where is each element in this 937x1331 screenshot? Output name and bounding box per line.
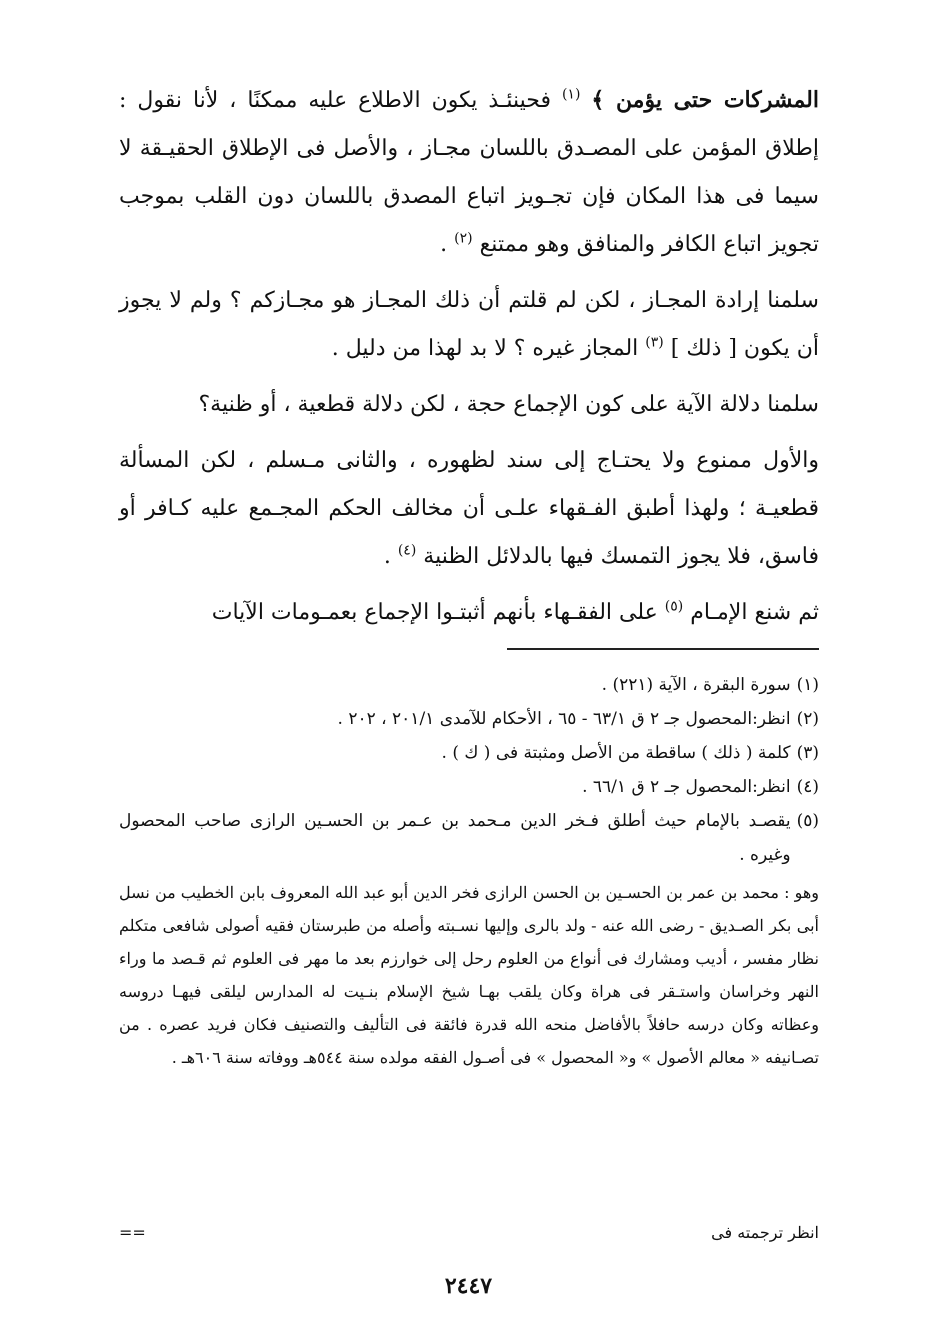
footnote-ref-5: (٥) — [664, 598, 684, 615]
footnote-number: (٢) — [796, 709, 819, 729]
footnote-1 — [119, 668, 819, 702]
footnote-text: انظر:المحصول جـ ٢ ق ٦٦/١ . — [582, 777, 791, 797]
continuation-mark: == — [119, 1223, 146, 1242]
paragraph-2-text-a: سلمنا إرادة المجـاز ، لكن لم قلتم أن ذلك المجـاز هو مجـازكم ؟ ولم لا يجوز أن يكون [ ذلك ] — [119, 288, 819, 361]
paragraph-2-text-b: المجاز غيره ؟ لا بد لهذا من دليل . — [331, 336, 646, 361]
paragraph-4-text-b: . — [383, 544, 398, 569]
page-number: ٢٤٤٧ — [444, 1273, 493, 1299]
footnote-4 — [119, 770, 819, 804]
footnote-text: سورة البقرة ، الآية (٢٢١) . — [601, 675, 791, 695]
paragraph-5-text-b: على الفقـهاء بأنهم أثبتـوا الإجماع بعمـومات الآيات — [211, 600, 665, 625]
see-also-text: انظر ترجمته فى — [711, 1223, 819, 1242]
footnote-3 — [119, 736, 819, 770]
main-text-block — [119, 76, 819, 645]
paragraph-5-text-a: ثم شنع الإمـام — [683, 600, 819, 625]
paragraph-4-text-a: والأول ممنوع ولا يحتـاج إلى سند لظهوره ، والثانى مـسلم ، لكن المسألة قطعيـة ؛ ولهذا أطبق الفـقهاء علـى أن مخالف الحكم المجـمع عليه كـافر أو فاسق، فلا يجوز التمسك فيها بالدلائل الظنية — [119, 448, 819, 569]
paragraph-1-text-a: فحينئـذ يكون الاطلاع عليه ممكنًا ، لأنا نقول : إطلاق المؤمن على المصـدق باللسان مجـاز ، والأصل فى الإطلاق الحقيـقة لا سيما فى هذا المكان فإن تجـويز اتباع المصدق باللسان دون القلب بموجب تجويز اتباع الكافر والمنافق وهو ممتنع — [119, 88, 819, 257]
footnote-ref-1: (١) — [561, 86, 581, 103]
paragraph-3 — [119, 381, 819, 429]
footnote-ref-2: (٢) — [454, 230, 473, 247]
footnote-number: (٤) — [796, 777, 819, 797]
paragraph-4 — [119, 437, 819, 581]
paragraph-1 — [119, 76, 819, 269]
verse-ending: المشركات حتى يؤمن ﴾ — [591, 87, 820, 113]
footnote-number: (٣) — [796, 743, 819, 763]
footnote-ref-3: (٣) — [645, 334, 664, 351]
footnote-text: كلمة ( ذلك ) ساقطة من الأصل ومثبتة فى ( ك ) . — [441, 743, 791, 763]
footnote-5 — [119, 804, 819, 872]
footnote-number: (١) — [796, 675, 819, 695]
footnote-text: يقصـد بالإمام حيث أطلق فـخر الدين مـحمد بن عـمر بن الحسـين الرازى صاحب المحصول وغيره . — [119, 811, 791, 865]
footnote-2 — [119, 702, 819, 736]
see-also-line — [119, 1218, 819, 1248]
paragraph-5 — [119, 589, 819, 637]
biography-note: وهو : محمد بن عمر بن الحسـين بن الحسن الرازى فخر الدين أبو عبد الله المعروف بابن الخطيب من نسل أبى بكر الصـديق - رضى الله عنه - ولد بالرى وإليها نسـبته وأصله من طبرستان فقيه أصولى شافعى متكلم نظار مفسر ، أديب ومشارك فى أنواع من العلوم رحل إلى خوارزم بعد ما مهر فى العلوم ثم قـصد ما وراء النهر وخراسان واستـقر فى هراة وكان يلقب بهـا شيخ الإسلام بنـيت له المدارس ليلقى فيهـا دروسه وعظاته وكان درسه حافلاً بالأفاضل منحه الله قدرة فائقة فى التأليف والتصنيف فكان فريد عصره . من تصـانيفه « معالم الأصول » و« المحصول » فى أصـول الفقه مولده سنة ٥٤٤هـ ووفاته سنة ٦٠٦هـ . — [119, 883, 820, 1067]
paragraph-2 — [119, 277, 819, 373]
footnote-text: انظر:المحصول جـ ٢ ق ٦٣/١ - ٦٥ ، الأحكام للآمدى ٢٠١/١ ، ٢٠٢ . — [337, 709, 791, 729]
paragraph-3-text: سلمنا دلالة الآية على كون الإجماع حجة ، لكن دلالة قطعية ، أو ظنية؟ — [198, 392, 819, 417]
footnote-number: (٥) — [796, 811, 819, 831]
paragraph-1-text-b: . — [440, 232, 455, 257]
footnote-ref-4: (٤) — [397, 542, 417, 559]
footnotes-block — [119, 668, 819, 1074]
footnote-divider — [507, 648, 819, 650]
